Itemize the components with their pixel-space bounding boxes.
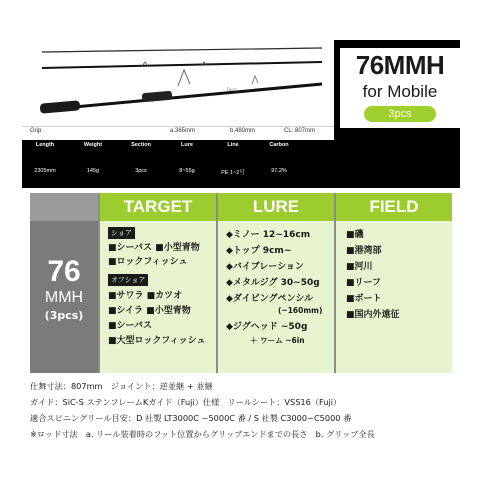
summary-header-block (30, 193, 98, 221)
spec-value-carbon: 97.2% (271, 168, 287, 174)
dimension-line (22, 126, 334, 127)
lure-subline-2: ＋ ワーム ~6in (250, 336, 305, 345)
model-subtitle: for Mobile (362, 82, 438, 101)
summary-pieces: (3pcs) (44, 309, 84, 322)
grip-label: Grip (30, 128, 42, 134)
product-panel (22, 40, 460, 188)
lure-line-3: ◆バイブレーション (226, 262, 304, 272)
spec-header-section: Section (131, 142, 151, 148)
field-list (336, 221, 452, 373)
spec-value-row (22, 168, 312, 182)
spec-value-length: 2305mm (34, 168, 56, 174)
field-line-3: ■河川 (346, 262, 373, 272)
spec-value-lure: 8~55g (179, 168, 195, 174)
lure-column (218, 193, 334, 373)
pieces-pill: 3pcs (364, 106, 436, 122)
target-list (100, 221, 216, 373)
target-offshore-line-2: ■シイラ ■小型青物 (108, 306, 191, 316)
shore-tag: ショア (108, 227, 135, 239)
lure-subline-1: (~160mm) (278, 306, 323, 315)
note-line-2: ガイド：SiC-S ステンフレームKガイド（Fuji）仕様 リールシート：VSS16（Fuji） (30, 397, 342, 407)
dimension-a: a.365mm (170, 128, 196, 134)
model-name: 76MMH (355, 50, 445, 80)
target-offshore-line-1: ■サワラ ■カツオ (108, 291, 183, 301)
dimension-cl: CL: 807mm (284, 128, 316, 134)
target-heading: TARGET (100, 193, 216, 221)
target-offshore-line-4: ■大型ロックフィッシュ (108, 336, 206, 346)
target-column (100, 193, 216, 373)
spec-value-section: 3pcs (135, 168, 147, 174)
spec-header-line: Line (227, 142, 239, 148)
target-shore-line-1: ■シーバス ■小型青物 (108, 243, 200, 253)
spec-header-weight: Weight (83, 142, 103, 148)
lure-list (218, 221, 334, 373)
lure-line-6: ◆ジグヘッド ~50g (226, 322, 308, 332)
field-column (336, 193, 452, 373)
note-line-3: 適合スピニングリール目安：D 社製 LT3000C ~5000C 番 / S 社製 C3000~C5000 番 (30, 413, 352, 423)
rod-sections-image (22, 40, 334, 128)
note-line-4: ※ロッド寸法 a. リール装着時のフット位置からグリップエンドまでの長さ b. グリップ全長 (30, 429, 375, 439)
summary-power: MMH (44, 289, 84, 306)
usage-panel (30, 193, 452, 373)
field-line-5: ■ボート (346, 294, 382, 304)
note-line-1: 仕舞寸法：807mm ジョイント：逆並継 + 並継 (30, 381, 213, 391)
svg-text:Faira: Faira (227, 87, 237, 92)
field-line-2: ■港湾部 (346, 246, 382, 256)
lure-line-5: ◆ダイビングペンシル (226, 294, 314, 304)
spec-header-length: Length (35, 142, 55, 148)
field-line-6: ■国内外遠征 (346, 310, 400, 320)
lure-line-2: ◆トップ 9cm~ (226, 246, 292, 256)
target-offshore-line-3: ■シーバス (108, 321, 153, 331)
field-line-4: ■リーフ (346, 278, 382, 288)
model-summary-column (30, 193, 98, 373)
field-line-1: ■磯 (346, 230, 364, 240)
spec-header-row (22, 142, 312, 156)
dimension-b: b.480mm (230, 128, 256, 134)
field-heading: FIELD (336, 193, 452, 221)
rod-illustration (22, 40, 334, 128)
offshore-tag: オフショア (108, 274, 148, 286)
spec-header-carbon: Carbon (269, 142, 289, 148)
summary-length: 76 (47, 255, 81, 288)
spec-header-lure: Lure (181, 142, 193, 148)
model-badge (340, 48, 460, 128)
spec-value-weight: 145g (86, 168, 100, 174)
lure-line-1: ◆ミノー 12~16cm (226, 230, 311, 240)
rod-dimensions-row (22, 126, 334, 140)
target-shore-line-2: ■ロックフィッシュ (108, 257, 188, 267)
spec-value-line: PE 1~2号 (221, 170, 245, 176)
lure-heading: LURE (218, 193, 334, 221)
lure-line-4: ◆メタルジグ 30~50g (226, 278, 320, 288)
